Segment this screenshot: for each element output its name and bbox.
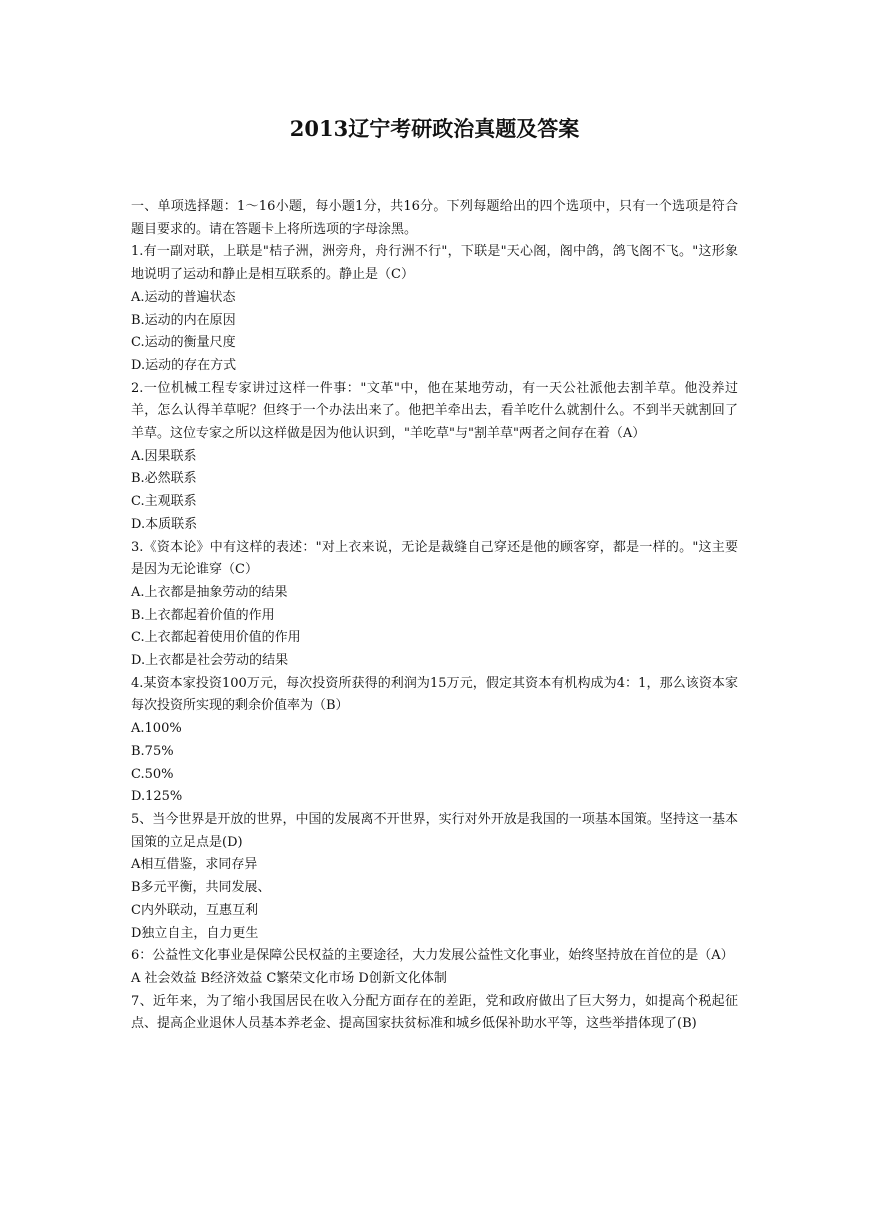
question-option: A.运动的普遍状态 (131, 289, 236, 305)
question-stem: 4.某资本家投资100万元，每次投资所获得的利润为15万元，假定其资本有机构成为4：1，那么该资本家每次投资所实现的剩余价值率为（B） (131, 675, 738, 714)
question-option: D独立自主，自力更生 (131, 925, 259, 941)
question-option: C.上衣都起着使用价值的作用 (131, 630, 301, 646)
question-option: B.75% (131, 743, 174, 759)
question-option: A相互借鉴，求同存异 (131, 857, 258, 873)
question-option: C.主观联系 (131, 494, 197, 510)
question-stem: 2.一位机械工程专家讲过这样一件事："文革"中，他在某地劳动，有一天公社派他去割羊草。他没养过羊，怎么认得羊草呢？但终于一个办法出来了。他把羊牵出去，看羊吃什么就割什么。不到半天就割回了羊草。这位专家之所以这样做是因为他认识到，"羊吃草"与"割羊草"两者之间存在着（A） (131, 380, 738, 442)
question-stem: 1.有一副对联，上联是"桔子洲，洲旁舟，舟行洲不行"，下联是"天心阁，阁中鸽，鸽飞阁不飞。"这形象地说明了运动和静止是相互联系的。静止是（C） (131, 244, 738, 283)
question-option: B.上衣都起着价值的作用 (131, 607, 275, 623)
question-option: C.运动的衡量尺度 (131, 335, 236, 351)
page-title: 2013辽宁考研政治真题及答案 (289, 116, 580, 141)
document-body (131, 196, 738, 1036)
question-stem: 5、当今世界是开放的世界，中国的发展离不开世界，实行对外开放是我国的一项基本国策。坚持这一基本国策的立足点是(D) (131, 811, 738, 850)
question-option: A 社会效益 B经济效益 C繁荣文化市场 D创新文化体制 (131, 970, 447, 986)
question-option: C内外联动，互惠互利 (131, 902, 258, 918)
question-option: A.因果联系 (131, 448, 197, 464)
question-option: A.上衣都是抽象劳动的结果 (131, 584, 288, 600)
section-intro: 一、单项选择题：1～16小题，每小题1分，共16分。下列每题给出的四个选项中，只有一个选项是符合题目要求的。请在答题卡上将所选项的字母涂黑。 (131, 199, 738, 237)
question-option: B多元平衡，共同发展、 (131, 880, 271, 896)
question-stem: 6：公益性文化事业是保障公民权益的主要途径，大力发展公益性文化事业，始终坚持放在首位的是（A） (131, 948, 734, 964)
question-stem: 3.《资本论》中有这样的表述："对上衣来说，无论是裁缝自己穿还是他的顾客穿，都是一样的。"这主要是因为无论谁穿（C） (131, 539, 738, 578)
question-option: C.50% (131, 766, 174, 782)
question-option: B.运动的内在原因 (131, 312, 236, 328)
question-option: A.100% (131, 721, 182, 737)
question-option: D.125% (131, 789, 183, 805)
question-option: D.本质联系 (131, 516, 198, 532)
question-option: B.必然联系 (131, 471, 197, 487)
question-stem: 7、近年来，为了缩小我国居民在收入分配方面存在的差距，党和政府做出了巨大努力，如提高个税起征点、提高企业退休人员基本养老金、提高国家扶贫标准和城乡低保补助水平等，这些举措体现了(B) (131, 993, 738, 1032)
question-option: D.上衣都是社会劳动的结果 (131, 653, 289, 669)
question-option: D.运动的存在方式 (131, 357, 237, 373)
